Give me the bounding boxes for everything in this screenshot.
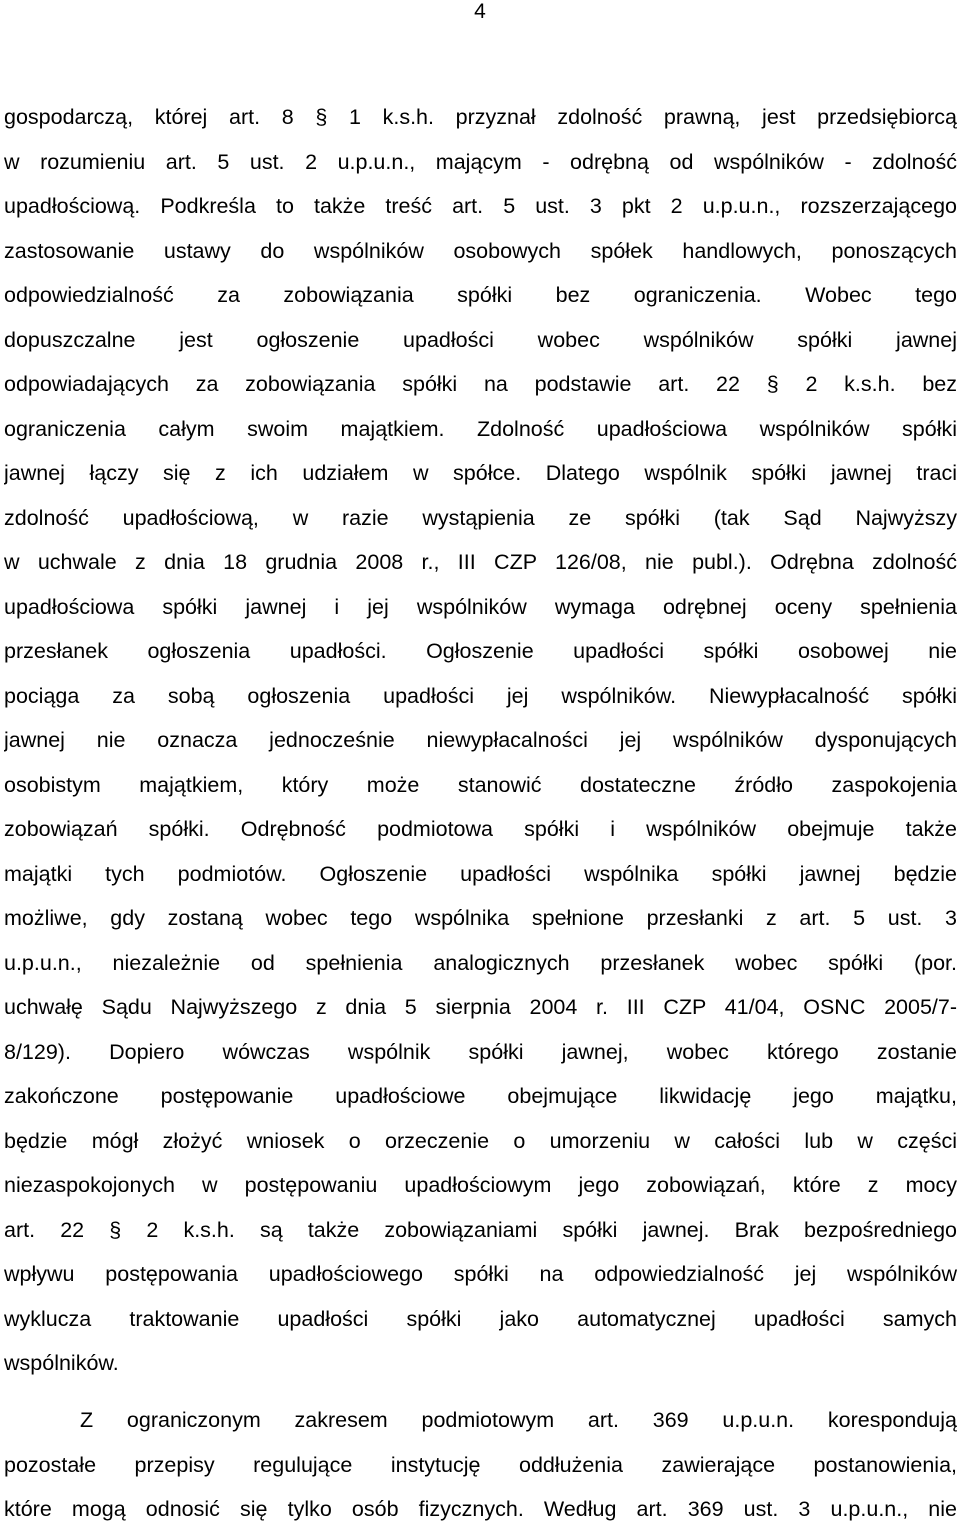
text-line: jawnej łączy się z ich udziałem w spółce. Dlatego wspólnik spółki jawnej traci [4, 461, 957, 485]
text-line: upadłościowa spółki jawnej i jej wspólników wymaga odrębnej oceny spełnienia [4, 594, 957, 619]
text-line: które mogą odnosić się tylko osób fizycznych. Według art. 369 ust. 3 u.p.u.n., nie [4, 1497, 957, 1521]
text-line: 8/129). Dopiero wówczas wspólnik spółki jawnej, wobec którego zostanie [4, 1039, 957, 1064]
paragraph-1 [4, 95, 957, 1386]
text-line: pociąga za sobą ogłoszenia upadłości jej wspólników. Niewypłacalność spółki [4, 683, 957, 708]
text-line: wspólników. [4, 1351, 119, 1375]
text-line: gospodarczą, której art. 8 § 1 k.s.h. przyznał zdolność prawną, jest przedsiębiorcą [4, 105, 957, 129]
text-line: u.p.u.n., niezależnie od spełnienia analogicznych przesłanek wobec spółki (por. [4, 950, 957, 975]
text-line: odpowiadających za zobowiązania spółki na podstawie art. 22 § 2 k.s.h. bez [4, 372, 957, 396]
text-line: w rozumieniu art. 5 ust. 2 u.p.u.n., mającym - odrębną od wspólników - zdolność [4, 149, 957, 174]
text-line: niezaspokojonych w postępowaniu upadłościowym jego zobowiązań, które z mocy [4, 1173, 957, 1197]
text-line: art. 22 § 2 k.s.h. są także zobowiązaniami spółki jawnej. Brak bezpośredniego [4, 1217, 957, 1242]
text-line: wpływu postępowania upadłościowego spółki na odpowiedzialność jej wspólników [4, 1262, 957, 1286]
text-line: będzie mógł złożyć wniosek o orzeczenie o umorzeniu w całości lub w części [4, 1128, 957, 1153]
text-line: majątki tych podmiotów. Ogłoszenie upadłości wspólnika spółki jawnej będzie [4, 861, 957, 886]
text-line: Z ograniczonym zakresem podmiotowym art. 369 u.p.u.n. korespondują [80, 1408, 957, 1432]
text-line: dopuszczalne jest ogłoszenie upadłości wobec wspólników spółki jawnej [4, 327, 957, 352]
text-line: odpowiedzialność za zobowiązania spółki bez ograniczenia. Wobec tego [4, 283, 957, 307]
text-line: przesłanek ogłoszenia upadłości. Ogłoszenie upadłości spółki osobowej nie [4, 639, 957, 663]
paragraph-2 [4, 1398, 957, 1532]
text-line: pozostałe przepisy regulujące instytucję oddłużenia zawierające postanowienia, [4, 1452, 957, 1477]
page-number: 4 [474, 0, 486, 23]
text-line: w uchwale z dnia 18 grudnia 2008 r., III CZP 126/08, nie publ.). Odrębna zdolność [4, 550, 957, 574]
text-line: możliwe, gdy zostaną wobec tego wspólnika spełnione przesłanki z art. 5 ust. 3 [4, 906, 957, 930]
text-line: upadłościową. Podkreśla to także treść art. 5 ust. 3 pkt 2 u.p.u.n., rozszerzającego [4, 194, 957, 218]
text-line: zobowiązań spółki. Odrębność podmiotowa spółki i wspólników obejmuje także [4, 817, 957, 841]
text-line: zakończone postępowanie upadłościowe obejmujące likwidację jego majątku, [4, 1084, 957, 1108]
text-line: wyklucza traktowanie upadłości spółki jako automatycznej upadłości samych [4, 1306, 957, 1331]
text-line: zastosowanie ustawy do wspólników osobowych spółek handlowych, ponoszących [4, 238, 957, 263]
text-line: ograniczenia całym swoim majątkiem. Zdolność upadłościowa wspólników spółki [4, 416, 957, 441]
text-line: uchwałę Sądu Najwyższego z dnia 5 sierpnia 2004 r. III CZP 41/04, OSNC 2005/7- [4, 995, 957, 1019]
text-line: zdolność upadłościową, w razie wystąpienia ze spółki (tak Sąd Najwyższy [4, 505, 957, 530]
text-line: osobistym majątkiem, który może stanowić dostateczne źródło zaspokojenia [4, 772, 957, 797]
text-line: jawnej nie oznacza jednocześnie niewypłacalności jej wspólników dysponujących [4, 728, 957, 752]
